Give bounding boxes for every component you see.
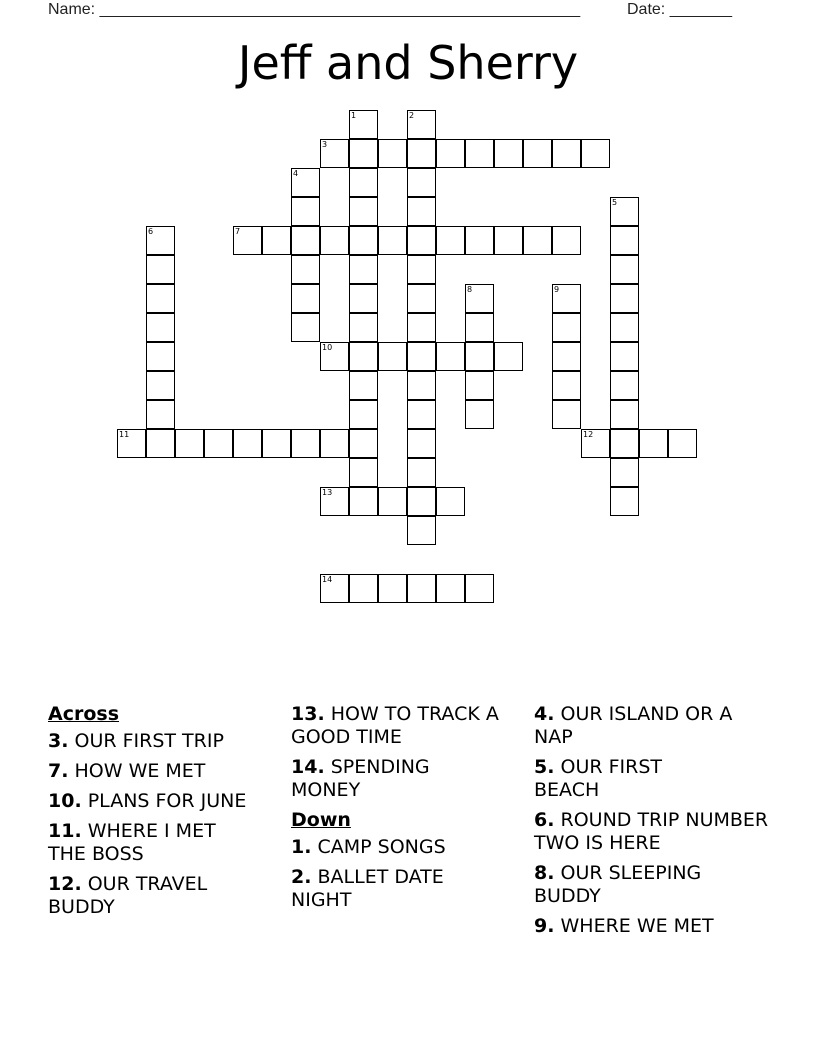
grid-cell[interactable] (436, 342, 465, 371)
clue-number: 14 (322, 575, 333, 584)
grid-cell[interactable] (320, 429, 349, 458)
clue-across-11: 11. WHERE I MET THE BOSS (48, 820, 216, 865)
grid-cell[interactable] (233, 429, 262, 458)
grid-cell[interactable] (494, 139, 523, 168)
grid-cell[interactable] (378, 226, 407, 255)
grid-cell[interactable] (407, 313, 436, 342)
grid-cell[interactable] (610, 458, 639, 487)
grid-cell[interactable] (320, 226, 349, 255)
clues-column-1 (48, 703, 288, 926)
grid-cell[interactable] (320, 574, 349, 603)
clue-down-5: 5. OUR FIRST BEACH (534, 756, 663, 801)
page-title: Jeff and Sherry (237, 36, 579, 90)
grid-cell[interactable] (436, 487, 465, 516)
grid-cell[interactable] (291, 313, 320, 342)
clue-down-6: 6. ROUND TRIP NUMBER TWO IS HERE (534, 809, 769, 854)
grid-cell[interactable] (349, 429, 378, 458)
grid-cell[interactable] (117, 429, 146, 458)
grid-cell[interactable] (581, 429, 610, 458)
grid-cell[interactable] (291, 226, 320, 255)
grid-cell[interactable] (407, 226, 436, 255)
grid-cell[interactable] (349, 458, 378, 487)
grid-cell[interactable] (552, 226, 581, 255)
grid-cell[interactable] (320, 139, 349, 168)
grid-cell[interactable] (349, 342, 378, 371)
grid-cell[interactable] (378, 574, 407, 603)
grid-cell[interactable] (610, 313, 639, 342)
grid-cell[interactable] (407, 110, 436, 139)
grid-cell[interactable] (291, 255, 320, 284)
grid-cell[interactable] (233, 226, 262, 255)
grid-cell[interactable] (465, 400, 494, 429)
grid-cell[interactable] (291, 284, 320, 313)
clue-down-8: 8. OUR SLEEPING BUDDY (534, 862, 702, 907)
grid-cell[interactable] (146, 371, 175, 400)
grid-cell[interactable] (175, 429, 204, 458)
grid-cell[interactable] (349, 574, 378, 603)
clue-down-2: 2. BALLET DATE NIGHT (291, 866, 444, 911)
grid-cell[interactable] (146, 342, 175, 371)
clue-down-9: 9. WHERE WE MET (534, 915, 714, 937)
grid-cell[interactable] (610, 284, 639, 313)
clue-number: 9 (554, 285, 560, 294)
grid-cell[interactable] (407, 516, 436, 545)
clue-number: 13 (322, 488, 333, 497)
grid-cell[interactable] (494, 226, 523, 255)
clue-number: 2 (409, 111, 415, 120)
date-field: Date: _______ (627, 1, 732, 18)
grid-cell[interactable] (465, 139, 494, 168)
grid-cell[interactable] (465, 342, 494, 371)
grid-cell[interactable] (146, 226, 175, 255)
grid-cell[interactable] (436, 226, 465, 255)
grid-cell[interactable] (610, 487, 639, 516)
grid-cell[interactable] (610, 371, 639, 400)
clue-number: 5 (612, 198, 618, 207)
grid-cell[interactable] (436, 139, 465, 168)
grid-cell[interactable] (552, 371, 581, 400)
grid-cell[interactable] (407, 197, 436, 226)
grid-cell[interactable] (407, 168, 436, 197)
grid-cell[interactable] (407, 342, 436, 371)
grid-cell[interactable] (320, 342, 349, 371)
grid-cell[interactable] (523, 226, 552, 255)
grid-cell[interactable] (407, 284, 436, 313)
grid-cell[interactable] (146, 429, 175, 458)
down-heading: Down (291, 809, 351, 831)
grid-cell[interactable] (262, 226, 291, 255)
grid-cell[interactable] (407, 574, 436, 603)
grid-cell[interactable] (204, 429, 233, 458)
grid-cell[interactable] (349, 197, 378, 226)
clue-number: 7 (235, 227, 241, 236)
grid-cell[interactable] (146, 313, 175, 342)
grid-cell[interactable] (552, 313, 581, 342)
clue-across-14: 14. SPENDING MONEY (291, 756, 430, 801)
grid-cell[interactable] (552, 284, 581, 313)
grid-cell[interactable] (610, 342, 639, 371)
grid-cell[interactable] (552, 400, 581, 429)
grid-cell[interactable] (552, 139, 581, 168)
clue-down-4: 4. OUR ISLAND OR A NAP (534, 703, 733, 748)
clue-down-1: 1. CAMP SONGS (291, 836, 446, 858)
grid-cell[interactable] (436, 574, 465, 603)
grid-cell[interactable] (407, 139, 436, 168)
grid-cell[interactable] (465, 226, 494, 255)
grid-cell[interactable] (610, 429, 639, 458)
grid-cell[interactable] (552, 342, 581, 371)
grid-cell[interactable] (465, 284, 494, 313)
grid-cell[interactable] (581, 139, 610, 168)
clue-across-10: 10. PLANS FOR JUNE (48, 790, 247, 812)
clue-number: 4 (293, 169, 299, 178)
grid-cell[interactable] (378, 139, 407, 168)
clue-number: 1 (351, 111, 357, 120)
grid-cell[interactable] (349, 284, 378, 313)
grid-cell[interactable] (465, 574, 494, 603)
clue-number: 10 (322, 343, 333, 352)
grid-cell[interactable] (146, 400, 175, 429)
grid-cell[interactable] (407, 458, 436, 487)
grid-cell[interactable] (523, 139, 552, 168)
grid-cell[interactable] (320, 487, 349, 516)
grid-cell[interactable] (378, 487, 407, 516)
clue-across-3: 3. OUR FIRST TRIP (48, 730, 224, 752)
clue-number: 11 (119, 430, 130, 439)
grid-cell[interactable] (349, 255, 378, 284)
grid-cell[interactable] (639, 429, 668, 458)
grid-cell[interactable] (349, 371, 378, 400)
grid-cell[interactable] (407, 400, 436, 429)
across-heading: Across (48, 703, 120, 725)
clue-across-7: 7. HOW WE MET (48, 760, 206, 782)
grid-cell[interactable] (407, 429, 436, 458)
grid-cell[interactable] (146, 284, 175, 313)
clue-number: 6 (148, 227, 154, 236)
grid-cell[interactable] (610, 226, 639, 255)
grid-cell[interactable] (349, 487, 378, 516)
grid-cell[interactable] (349, 313, 378, 342)
grid-cell[interactable] (291, 168, 320, 197)
clue-number: 12 (583, 430, 594, 439)
grid-cell[interactable] (407, 371, 436, 400)
grid-cell[interactable] (349, 139, 378, 168)
grid-cell[interactable] (494, 342, 523, 371)
grid-cell[interactable] (668, 429, 697, 458)
grid-cell[interactable] (610, 255, 639, 284)
clue-number: 8 (467, 285, 473, 294)
grid-cell[interactable] (465, 371, 494, 400)
clue-across-12: 12. OUR TRAVEL BUDDY (48, 873, 208, 918)
clues-column-3 (534, 703, 784, 945)
grid-cell[interactable] (610, 400, 639, 429)
clue-across-13: 13. HOW TO TRACK A GOOD TIME (291, 703, 499, 748)
grid-cell[interactable] (349, 168, 378, 197)
name-field: Name: ______________________________________________________ (48, 1, 581, 18)
clue-number: 3 (322, 140, 328, 149)
grid-cell[interactable] (291, 429, 320, 458)
grid-cell[interactable] (610, 197, 639, 226)
grid-cell[interactable] (349, 400, 378, 429)
grid-cell[interactable] (407, 255, 436, 284)
grid-cell[interactable] (407, 487, 436, 516)
clues-column-2 (291, 703, 531, 919)
grid-cell[interactable] (349, 110, 378, 139)
grid-cell[interactable] (465, 313, 494, 342)
grid-cell[interactable] (262, 429, 291, 458)
grid-cell[interactable] (146, 255, 175, 284)
grid-cell[interactable] (378, 342, 407, 371)
grid-cell[interactable] (349, 226, 378, 255)
grid-cell[interactable] (291, 197, 320, 226)
